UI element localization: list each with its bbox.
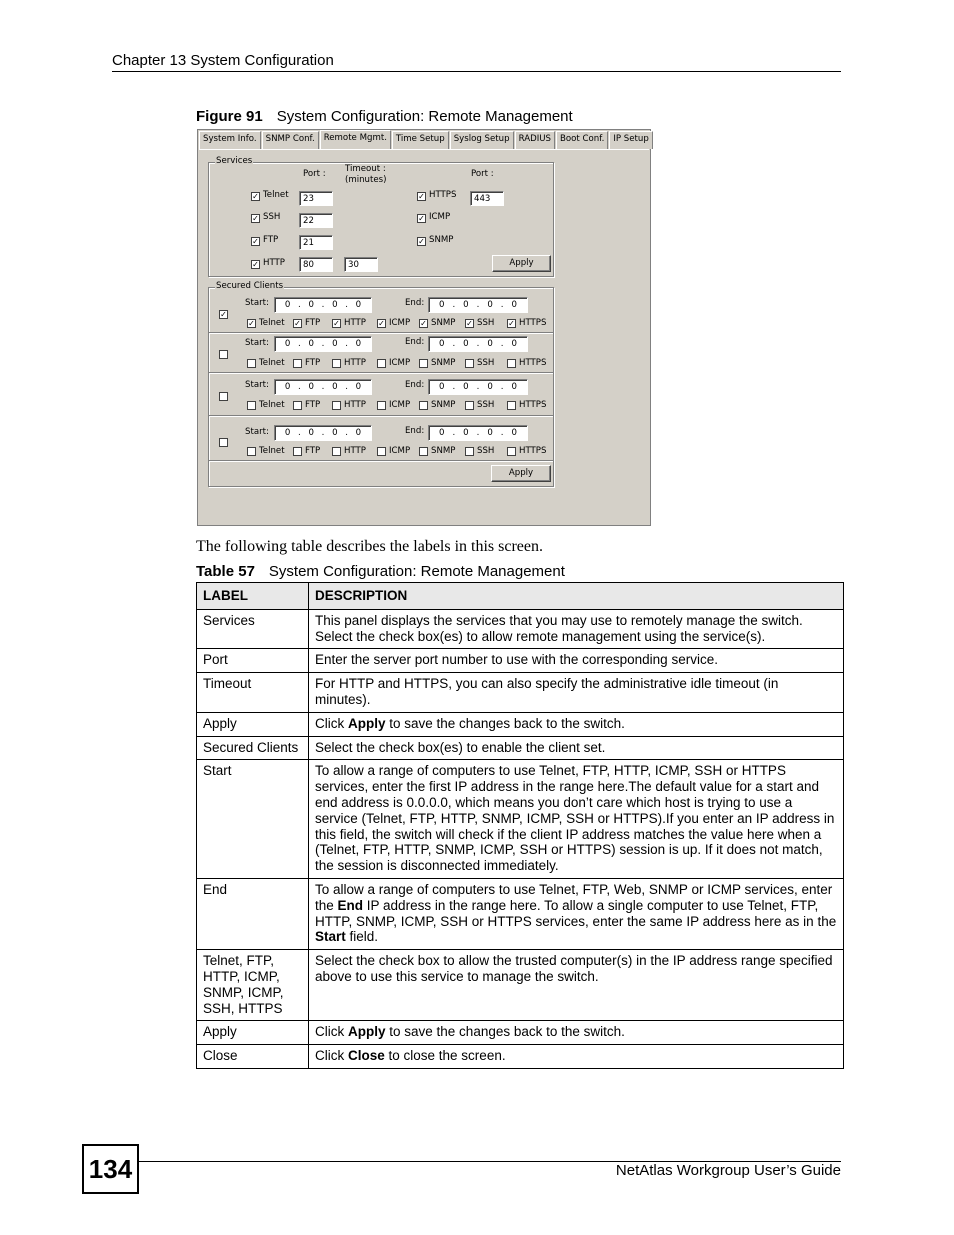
client-set-3-https-checkbox[interactable] [507,401,516,410]
ip-octet: 0 [284,428,291,438]
row-description: Select the check box to allow the trusted computer(s) in the IP address range specified above to use this service to manage the switch. [309,950,844,1021]
row-label: Start [197,760,309,879]
client-set-4-telnet-checkbox[interactable] [247,447,256,456]
ftp-label: FTP [263,235,279,245]
chapter-header: Chapter 13 System Configuration [112,52,334,69]
telnet-label: Telnet [263,190,289,200]
ip-octet: 0 [463,339,469,349]
client-set-4-http-label: HTTP [344,446,366,456]
row-label: Close [197,1045,309,1069]
http-checkbox[interactable]: ✓ [252,260,259,269]
ip-octet: 0 [308,428,314,438]
client-set-4-start-ip[interactable]: 0 . 0 . 0 . 0 [274,425,372,441]
client-set-2-snmp-label: SNMP [431,358,456,368]
ip-octet: 0 [332,300,338,310]
table-header-row [197,583,844,610]
row-label: End [197,878,309,949]
http-port-input[interactable]: 80 [299,257,333,272]
tab-time-setup[interactable]: Time Setup [392,131,449,149]
client-set-3-icmp-checkbox[interactable] [377,401,386,410]
table-title: System Configuration: Remote Management [268,563,565,580]
row-description [309,1045,844,1069]
client-set-4-icmp-checkbox[interactable] [377,447,386,456]
client-set-2-telnet-label: Telnet [259,358,285,368]
client-set-2-start-label: Start: [245,338,269,348]
row-label: Telnet, FTP, HTTP, ICMP, SNMP, ICMP, SSH, HTTPS [197,950,309,1021]
client-set-3-end-label: End: [405,380,425,390]
ip-octet: 0 [332,339,338,349]
row-label: Apply [197,1021,309,1045]
desc-text: to save the changes back to the switch. [385,715,625,731]
page-number: 134 [82,1144,139,1194]
tab-remote-mgmt[interactable]: Remote Mgmt. [320,130,391,150]
table-row [197,1045,844,1069]
tab-bar [199,131,654,149]
ip-octet: 0 [332,382,338,392]
tab-divider [199,149,649,150]
row-description: Select the check box(es) to enable the client set. [309,736,844,760]
client-set-3-snmp-checkbox[interactable] [419,401,428,410]
ip-octet: 0 [463,300,469,310]
client-set-3-icmp-label: ICMP [389,400,411,410]
client-set-2-ssh-checkbox[interactable] [465,359,474,368]
row-description: Enter the server port number to use with the corresponding service. [309,649,844,673]
table-row [197,649,844,673]
ip-octet: 0 [284,339,291,349]
figure-label: Figure 91 [196,108,263,125]
client-set-2-icmp-label: ICMP [389,358,411,368]
ip-octet: 0 [308,382,314,392]
client-set-1-checkbox[interactable]: ✓ [220,310,227,319]
ip-octet: 0 [438,339,445,349]
desc-text: To allow a range of computers to use Telnet, FTP, Web, SNMP or ICMP services, enter the [315,881,833,913]
row-description: To allow a range of computers to use Telnet, FTP, HTTP, ICMP, SSH or HTTPS services, enter the first IP address in the range here.The default value for a start and end address is 0.0.0.0, which means you don’t care which host is trying to use a service (Telnet, FTP, HTTP, SNMP, ICMP, SSH or HTTPS).If you enter an IP address in this field, the switch will check if the client IP address matches the value here when a (Telnet, FTP, HTTP, SNMP, ICMP, SSH or HTTPS) session is up. If it does not match, the session is disconnected immediately. [309,760,844,879]
row-separator [209,332,553,334]
https-label: HTTPS [429,190,457,200]
ssh-label: SSH [263,212,281,222]
figure-title: System Configuration: Remote Management [276,108,573,125]
client-set-3-https-label: HTTPS [519,400,547,410]
client-set-2-ftp-checkbox[interactable] [293,359,302,368]
client-set-4-http-checkbox[interactable] [332,447,341,456]
row-label: Timeout [197,673,309,713]
ip-octet: 0 [332,428,338,438]
ip-octet: 0 [438,428,445,438]
table-row [197,712,844,736]
client-set-1-http-label: HTTP [344,318,366,328]
client-set-2-telnet-checkbox[interactable] [247,359,256,368]
timeout-header: Timeout : [345,164,386,174]
client-set-1-http-checkbox[interactable]: ✓ [333,319,340,328]
client-set-1-snmp-checkbox[interactable]: ✓ [420,319,427,328]
client-set-3-ftp-label: FTP [305,400,321,410]
client-set-3-ssh-label: SSH [477,400,495,410]
figure-caption [196,108,573,125]
ip-octet: 0 [511,428,517,438]
http-timeout-input[interactable]: 30 [344,257,378,272]
client-set-1-icmp-label: ICMP [389,318,411,328]
client-set-2-ssh-label: SSH [477,358,495,368]
port-header-right: Port : [471,169,494,179]
ip-octet: 0 [511,382,517,392]
client-set-2-end-ip[interactable]: 0 . 0 . 0 . 0 [428,336,528,352]
client-set-4-ssh-checkbox[interactable] [465,447,474,456]
ip-octet: 0 [308,339,314,349]
guide-title: NetAtlas Workgroup User’s Guide [615,1162,841,1179]
remote-management-screen [197,129,651,526]
row-separator [209,415,553,417]
tab-snmp-conf[interactable]: SNMP Conf. [262,131,319,149]
client-set-2-http-label: HTTP [344,358,366,368]
ip-octet: 0 [355,300,362,310]
row-separator [209,372,553,374]
client-set-3-http-label: HTTP [344,400,366,410]
ip-octet: 0 [487,428,493,438]
ip-octet: 0 [284,382,291,392]
client-set-3-ftp-checkbox[interactable] [293,401,302,410]
client-set-4-ssh-label: SSH [477,446,495,456]
table-label: Table 57 [196,563,255,580]
telnet-checkbox[interactable]: ✓ [252,192,259,201]
client-set-1-ftp-checkbox[interactable]: ✓ [294,319,301,328]
client-set-4-checkbox[interactable] [219,438,228,447]
ip-octet: 0 [511,300,517,310]
client-set-4-https-label: HTTPS [519,446,547,456]
client-set-2-http-checkbox[interactable] [332,359,341,368]
client-set-2-checkbox[interactable] [219,350,228,359]
client-set-3-ssh-checkbox[interactable] [465,401,474,410]
desc-text: Click [315,715,348,731]
client-set-2-https-checkbox[interactable] [507,359,516,368]
desc-bold: End [337,897,364,913]
client-set-3-telnet-label: Telnet [259,400,285,410]
table-row [197,609,844,649]
icmp-label: ICMP [429,212,451,222]
description-column-header: DESCRIPTION [309,583,844,610]
row-label: Services [197,609,309,649]
client-set-1-end-ip[interactable]: 0 . 0 . 0 . 0 [428,297,528,313]
ip-octet: 0 [355,339,362,349]
telnet-port-input[interactable]: 23 [299,191,333,206]
port-header: Port : [303,169,326,179]
ip-octet: 0 [438,382,445,392]
ip-octet: 0 [487,339,493,349]
ip-octet: 0 [463,428,469,438]
table-row [197,950,844,1021]
table-row [197,1021,844,1045]
table-caption [196,563,565,580]
https-port-input[interactable]: 443 [470,191,504,206]
desc-bold: Start [315,929,346,945]
desc-text: IP address in the range here. To allow a single computer to use Telnet, FTP, HTTP, SNMP, ICMP, SSH or HTTPS services, enter the same IP address here as in the [315,897,837,929]
desc-bold: Apply [348,1024,386,1040]
client-set-1-telnet-label: Telnet [259,318,285,328]
ip-octet: 0 [355,382,362,392]
client-set-4-end-ip[interactable]: 0 . 0 . 0 . 0 [428,425,528,441]
row-description: This panel displays the services that you may use to remotely manage the switch. Select the check box(es) to allow remote management using the service(s). [309,609,844,649]
row-label: Secured Clients [197,736,309,760]
ip-octet: 0 [308,300,314,310]
secured-clients-apply-button[interactable]: Apply [491,465,551,482]
icmp-checkbox[interactable]: ✓ [418,214,425,223]
label-column-header: LABEL [197,583,309,610]
tab-radius[interactable]: RADIUS [515,131,555,149]
https-checkbox[interactable]: ✓ [418,192,425,201]
desc-text: to save the changes back to the switch. [385,1024,625,1040]
client-set-4-ftp-checkbox[interactable] [293,447,302,456]
timeout-unit-header: (minutes) [345,175,387,185]
client-set-1-https-checkbox[interactable]: ✓ [508,319,515,328]
client-set-4-icmp-label: ICMP [389,446,411,456]
client-set-4-ftp-label: FTP [305,446,321,456]
tab-system-info[interactable]: System Info. [199,131,261,149]
client-set-1-start-ip[interactable]: 0 . 0 . 0 . 0 [274,297,372,313]
services-apply-button[interactable]: Apply [492,255,551,272]
secured-clients-legend: Secured Clients [216,281,284,291]
tab-ip-setup[interactable]: IP Setup [609,131,652,149]
client-set-3-snmp-label: SNMP [431,400,456,410]
snmp-label: SNMP [429,235,454,245]
client-set-3-end-ip[interactable]: 0 . 0 . 0 . 0 [428,379,528,395]
services-legend: Services [216,156,253,166]
ip-octet: 0 [284,300,291,310]
table-row [197,878,844,949]
client-set-1-snmp-label: SNMP [431,318,456,328]
table-row [197,673,844,713]
client-set-1-ftp-label: FTP [305,318,321,328]
tab-syslog-setup[interactable]: Syslog Setup [450,131,514,149]
row-separator [209,460,553,462]
tab-boot-conf[interactable]: Boot Conf. [556,131,608,149]
client-set-3-start-ip[interactable]: 0 . 0 . 0 . 0 [274,379,372,395]
row-label: Port [197,649,309,673]
client-set-2-icmp-checkbox[interactable] [377,359,386,368]
ip-octet: 0 [438,300,445,310]
ssh-checkbox[interactable]: ✓ [252,214,259,223]
client-set-1-ssh-checkbox[interactable]: ✓ [466,319,473,328]
ip-octet: 0 [487,300,493,310]
client-set-1-start-label: Start: [245,298,269,308]
client-set-3-start-label: Start: [245,380,269,390]
table-row [197,760,844,879]
desc-text: Click [315,1048,348,1064]
client-set-2-start-ip[interactable]: 0 . 0 . 0 . 0 [274,336,372,352]
ip-octet: 0 [511,339,517,349]
client-set-1-telnet-checkbox[interactable]: ✓ [248,319,255,328]
header-rule [112,71,841,72]
table-row [197,736,844,760]
client-set-1-https-label: HTTPS [519,318,547,328]
ftp-checkbox[interactable]: ✓ [252,237,259,246]
ip-octet: 0 [463,382,469,392]
ip-octet: 0 [355,428,362,438]
client-set-2-ftp-label: FTP [305,358,321,368]
ip-octet: 0 [487,382,493,392]
ftp-port-input[interactable]: 21 [299,235,333,250]
row-description [309,712,844,736]
client-set-2-https-label: HTTPS [519,358,547,368]
row-description [309,1021,844,1045]
client-set-1-ssh-label: SSH [477,318,495,328]
snmp-checkbox[interactable]: ✓ [418,237,425,246]
client-set-4-telnet-label: Telnet [259,446,285,456]
description-table [196,582,844,1069]
client-set-4-snmp-label: SNMP [431,446,456,456]
client-set-3-http-checkbox[interactable] [332,401,341,410]
desc-text: Click [315,1024,348,1040]
client-set-3-checkbox[interactable] [219,392,228,401]
row-description [309,878,844,949]
ssh-port-input[interactable]: 22 [299,213,333,228]
http-label: HTTP [263,258,285,268]
desc-bold: Close [348,1048,385,1064]
intro-text: The following table describes the labels in this screen. [196,538,544,555]
desc-text: field. [345,929,379,945]
desc-text: to close the screen. [384,1048,506,1064]
client-set-2-end-label: End: [405,337,425,347]
client-set-3-telnet-checkbox[interactable] [247,401,256,410]
client-set-4-https-checkbox[interactable] [507,447,516,456]
client-set-1-icmp-checkbox[interactable]: ✓ [378,319,385,328]
client-set-1-end-label: End: [405,298,425,308]
client-set-2-snmp-checkbox[interactable] [419,359,428,368]
client-set-4-snmp-checkbox[interactable] [419,447,428,456]
row-label: Apply [197,712,309,736]
client-set-4-end-label: End: [405,426,425,436]
client-set-4-start-label: Start: [245,427,269,437]
desc-bold: Apply [348,715,386,731]
row-description: For HTTP and HTTPS, you can also specify the administrative idle timeout (in minutes). [309,673,844,713]
